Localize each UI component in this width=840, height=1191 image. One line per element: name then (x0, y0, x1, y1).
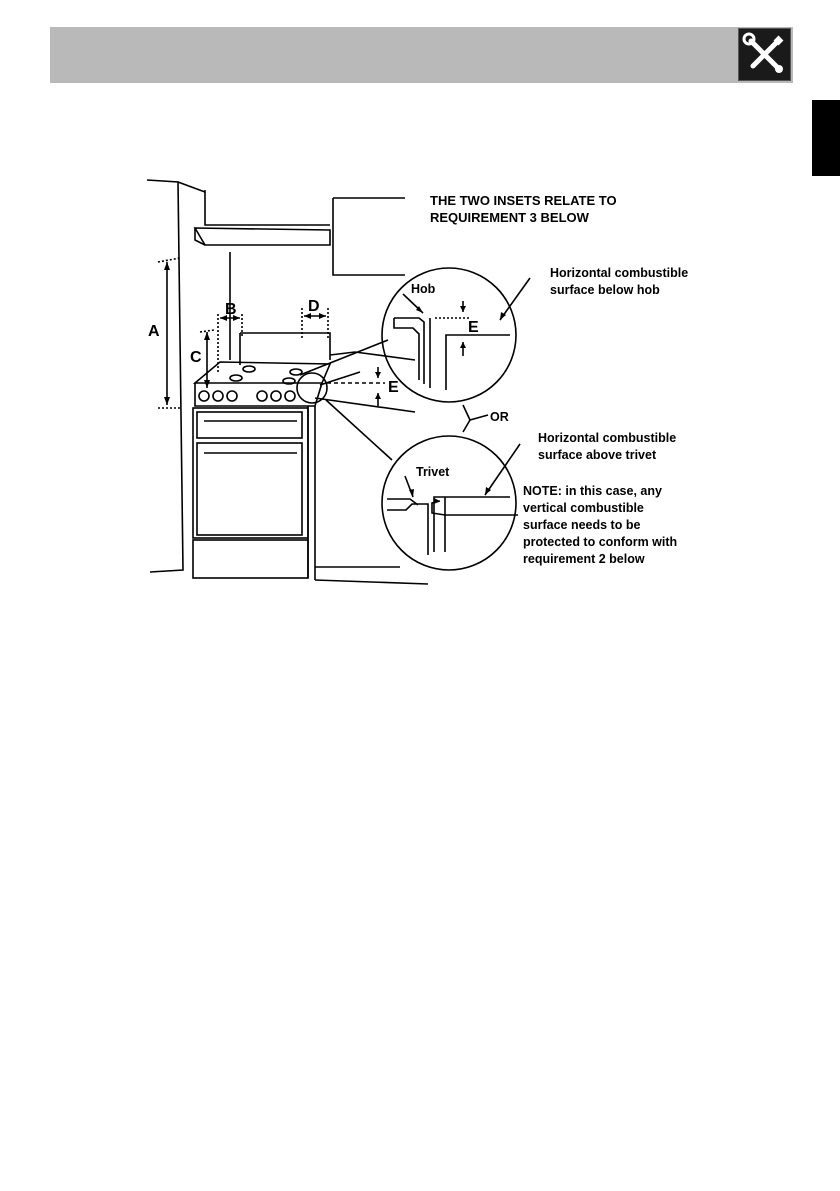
note-line-3: surface needs to be (523, 518, 641, 532)
note-line-5: requirement 2 below (523, 552, 645, 566)
dimension-a-label: A (148, 323, 160, 340)
inset-heading-line-2: REQUIREMENT 3 BELOW (430, 210, 589, 225)
callout-below-hob-line-2: surface below hob (550, 283, 660, 297)
callout-above-trivet-line-2: surface above trivet (538, 448, 657, 462)
trivet-label: Trivet (416, 465, 450, 479)
inset-heading-line-1: THE TWO INSETS RELATE TO (430, 193, 617, 208)
note-line-2: vertical combustible (523, 501, 644, 515)
or-label: OR (490, 410, 509, 424)
dimension-d-label: D (308, 298, 320, 315)
inset-e-label: E (468, 319, 479, 336)
callout-below-hob-line-1: Horizontal combustible (550, 266, 689, 280)
callout-above-trivet-line-1: Horizontal combustible (538, 431, 677, 445)
note-line-1: NOTE: in this case, any (523, 484, 662, 498)
dimension-e-label: E (388, 379, 399, 396)
dimension-b-label: B (225, 301, 237, 318)
hob-label: Hob (411, 282, 436, 296)
dimension-c-label: C (190, 349, 202, 366)
note-line-4: protected to conform with (523, 535, 678, 549)
